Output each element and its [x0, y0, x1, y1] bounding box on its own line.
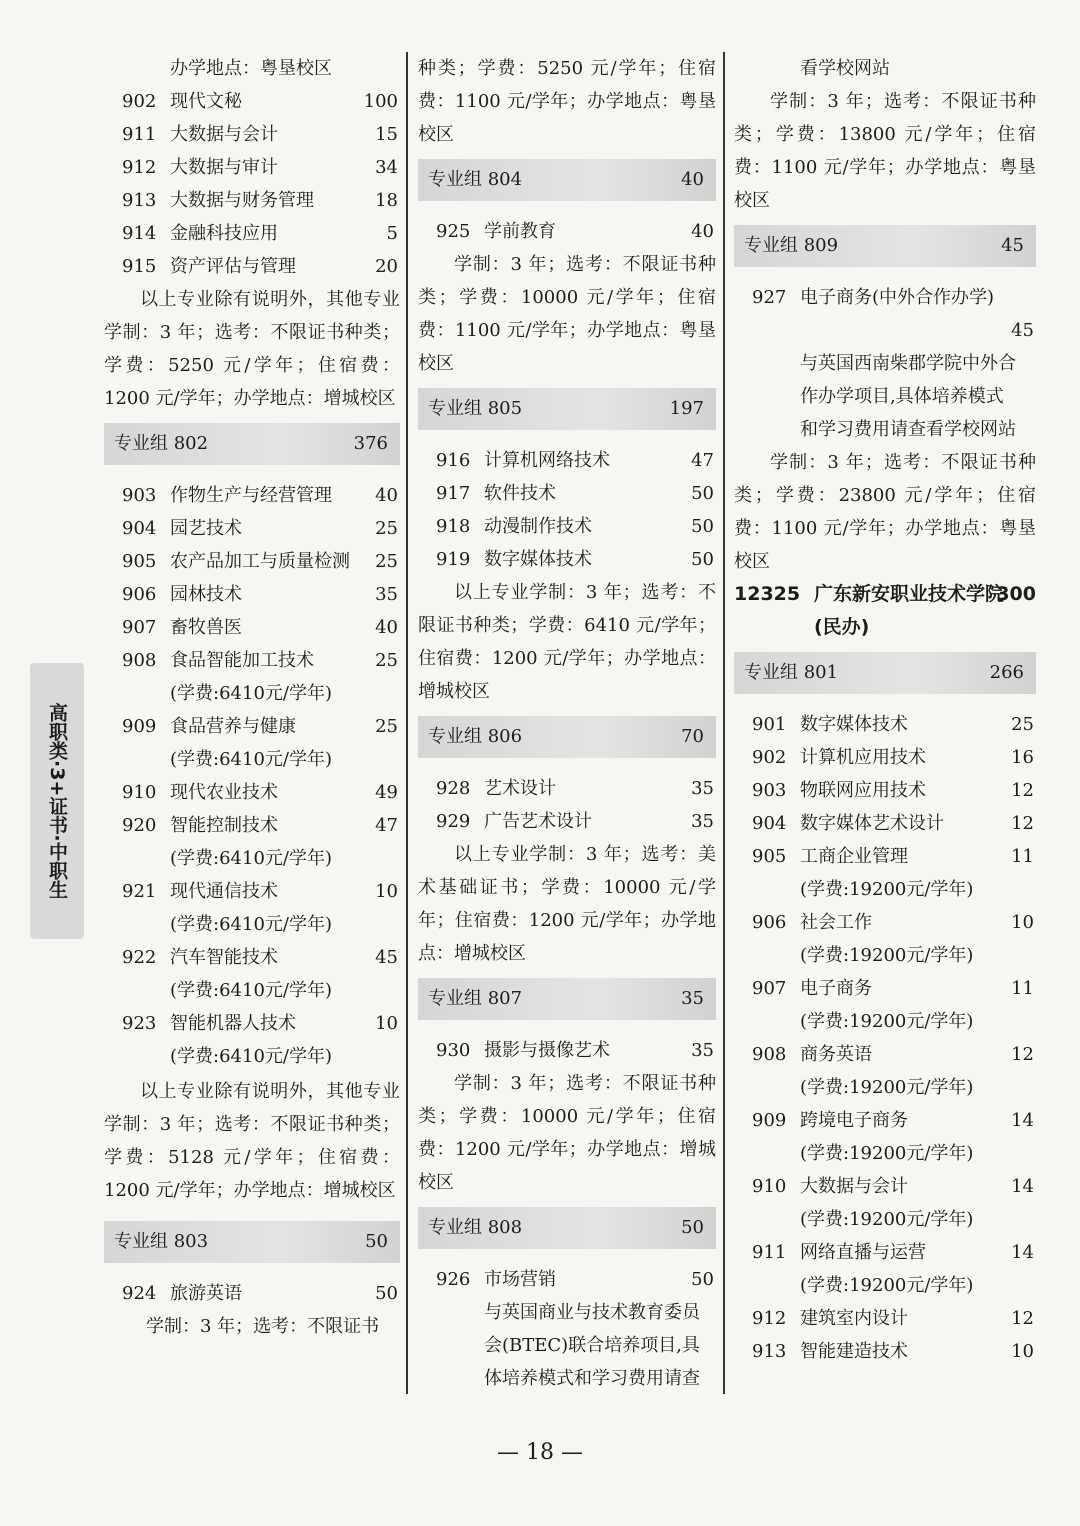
major-name: 大数据与会计: [800, 1176, 908, 1197]
major-row: [104, 941, 400, 974]
group-label: 专业组 804: [428, 169, 523, 190]
major-code: 907: [122, 617, 157, 638]
major-code: 911: [752, 1242, 787, 1263]
major-list-801: [734, 708, 1036, 1368]
group-header-803: [104, 1221, 400, 1263]
group-header-809: [734, 225, 1036, 267]
group-label: 专业组 803: [114, 1231, 209, 1252]
major-quota: 49: [375, 782, 398, 803]
major-note: 与英国商业与技术教育委员: [484, 1302, 700, 1323]
major-row: [418, 444, 716, 477]
column-divider-1: [406, 52, 408, 1394]
major-row: [734, 1038, 1036, 1071]
major-row: [734, 1170, 1036, 1203]
tuition-note: (学费:6410元/学年): [170, 914, 332, 935]
major-code: 903: [122, 485, 157, 506]
major-row: [104, 809, 400, 842]
note-paragraph: 学制：3 年；选考：不限证书种类；学费：10000 元/学年；住宿费：1200 元/学年；办学地点：增城校区: [418, 1073, 716, 1193]
group-quota: 197: [669, 398, 704, 419]
major-code: 919: [436, 549, 471, 570]
major-row: [734, 972, 1036, 1005]
tuition-note: (学费:6410元/学年): [170, 848, 332, 869]
major-row: [104, 578, 400, 611]
tuition-note: (学费:6410元/学年): [170, 1046, 332, 1067]
major-name: 数字媒体艺术设计: [800, 813, 944, 834]
major-row: [734, 1335, 1036, 1368]
major-name: 农产品加工与质量检测: [170, 551, 350, 572]
major-name: 计算机应用技术: [800, 747, 926, 768]
major-list-806: [418, 772, 716, 838]
tuition-note: (学费:19200元/学年): [800, 1143, 974, 1164]
major-note: 体培养模式和学习费用请查: [484, 1368, 700, 1389]
major-name: 园艺技术: [170, 518, 242, 539]
major-row: [418, 215, 716, 248]
tuition-note: (学费:19200元/学年): [800, 879, 974, 900]
major-code: 925: [436, 221, 471, 242]
major-code: 920: [122, 815, 157, 836]
major-quota: 25: [375, 518, 398, 539]
major-quota: 50: [691, 516, 714, 537]
major-row: [104, 479, 400, 512]
school-code: 12325: [734, 583, 801, 605]
major-code: 921: [122, 881, 157, 902]
note-text: 学制：3 年；选考：不限证书: [146, 1316, 380, 1337]
major-name: 市场营销: [484, 1269, 556, 1290]
major-code: 909: [752, 1110, 787, 1131]
major-code: 912: [122, 157, 157, 178]
major-quota: 50: [691, 549, 714, 570]
major-row: [418, 1263, 716, 1296]
major-row: [418, 543, 716, 576]
major-row: [418, 510, 716, 543]
note-paragraph: 学制：3 年；选考：不限证书种类；学费：23800 元/学年；住宿费：1100 元/学年；办学地点：粤垦校区: [734, 452, 1036, 572]
school-heading: [734, 578, 1036, 644]
major-name: 大数据与会计: [170, 124, 278, 145]
major-name: 软件技术: [484, 483, 556, 504]
major-quota: 25: [1011, 714, 1034, 735]
major-row: [104, 710, 400, 743]
tuition-note: (学费:6410元/学年): [170, 980, 332, 1001]
major-name: 现代通信技术: [170, 881, 278, 902]
note-paragraph: 以上专业除有说明外，其他专业学制：3 年；选考：不限证书种类；学费：5250 元/学年；住宿费：1200 元/学年；办学地点：增城校区: [104, 289, 400, 409]
major-row: [418, 477, 716, 510]
major-row: [104, 184, 400, 217]
column-1: [104, 52, 400, 1343]
note-paragraph: 种类；学费：5250 元/学年；住宿费：1100 元/学年；办学地点：粤垦校区: [418, 58, 716, 145]
major-code: 910: [752, 1176, 787, 1197]
major-quota: 45: [1011, 320, 1034, 341]
major-row: [104, 875, 400, 908]
major-quota: 11: [1011, 978, 1034, 999]
major-quota: 10: [375, 881, 398, 902]
group-label: 专业组 806: [428, 726, 523, 747]
major-code: 902: [752, 747, 787, 768]
major-name: 现代文秘: [170, 91, 242, 112]
major-quota: 50: [691, 483, 714, 504]
major-name: 摄影与摄像艺术: [484, 1040, 610, 1061]
group-header-802: [104, 423, 400, 465]
column-2: [418, 52, 716, 1395]
major-row: [734, 281, 1036, 314]
major-note: 和学习费用请查看学校网站: [800, 419, 1016, 440]
major-quota: 14: [1011, 1242, 1034, 1263]
tuition-note: (学费:19200元/学年): [800, 1209, 974, 1230]
tuition-note: (学费:19200元/学年): [800, 1077, 974, 1098]
major-quota: 12: [1011, 1044, 1034, 1065]
major-row: [104, 545, 400, 578]
major-code: 905: [752, 846, 787, 867]
group-quota: 40: [681, 169, 704, 190]
major-code: 928: [436, 778, 471, 799]
major-quota: 47: [691, 450, 714, 471]
group-label: 专业组 808: [428, 1217, 523, 1238]
group-quota: 376: [353, 433, 388, 454]
major-note: 会(BTEC)联合培养项目,具: [484, 1335, 700, 1356]
major-quota: 11: [1011, 846, 1034, 867]
major-quota: 20: [375, 256, 398, 277]
major-name: 智能建造技术: [800, 1341, 908, 1362]
major-quota-row: [734, 314, 1036, 347]
major-name: 建筑室内设计: [800, 1308, 908, 1329]
major-row: [104, 776, 400, 809]
major-quota: 10: [1011, 912, 1034, 933]
major-name: 数字媒体技术: [800, 714, 908, 735]
major-code: 924: [122, 1283, 157, 1304]
group-quota: 50: [681, 1217, 704, 1238]
lead-text: 办学地点：粤垦校区: [170, 58, 332, 79]
major-row: [104, 512, 400, 545]
major-code: 905: [122, 551, 157, 572]
major-row: [734, 906, 1036, 939]
major-row: [104, 1007, 400, 1040]
major-quota: 14: [1011, 1110, 1034, 1131]
major-name: 学前教育: [484, 221, 556, 242]
major-quota: 34: [375, 157, 398, 178]
major-code: 901: [752, 714, 787, 735]
major-quota: 12: [1011, 813, 1034, 834]
major-name: 电子商务(中外合作办学): [800, 287, 995, 308]
major-code: 916: [436, 450, 471, 471]
note-paragraph: 以上专业学制：3 年；选考：美术基础证书；学费：10000 元/学年；住宿费：1200 元/学年；办学地点：增城校区: [418, 844, 716, 964]
major-code: 913: [122, 190, 157, 211]
note-paragraph: 以上专业学制：3 年；选考：不限证书种类；学费：6410 元/学年；住宿费：1200 元/学年；办学地点：增城校区: [418, 582, 716, 702]
group-quota: 266: [989, 662, 1024, 683]
major-name: 数字媒体技术: [484, 549, 592, 570]
lead-text: 看学校网站: [800, 58, 890, 79]
group-header-801: [734, 652, 1036, 694]
major-name: 工商企业管理: [800, 846, 908, 867]
major-quota: 18: [375, 190, 398, 211]
column-divider-2: [723, 52, 725, 1394]
major-code: 909: [122, 716, 157, 737]
major-name: 智能控制技术: [170, 815, 278, 836]
tuition-note: (学费:19200元/学年): [800, 1275, 974, 1296]
major-row: [734, 708, 1036, 741]
major-name: 跨境电子商务: [800, 1110, 908, 1131]
major-quota: 12: [1011, 1308, 1034, 1329]
major-row: [734, 774, 1036, 807]
major-name: 汽车智能技术: [170, 947, 278, 968]
major-code: 918: [436, 516, 471, 537]
major-quota: 40: [375, 617, 398, 638]
major-quota: 10: [1011, 1341, 1034, 1362]
major-code: 929: [436, 811, 471, 832]
note-paragraph: 学制：3 年；选考：不限证书种类；学费：13800 元/学年；住宿费：1100 元/学年；办学地点：粤垦校区: [734, 91, 1036, 211]
major-quota: 5: [386, 223, 398, 244]
group-header-808: [418, 1207, 716, 1249]
major-code: 912: [752, 1308, 787, 1329]
major-name: 网络直播与运营: [800, 1242, 926, 1263]
major-name: 食品智能加工技术: [170, 650, 314, 671]
major-row: [734, 840, 1036, 873]
major-quota: 35: [691, 778, 714, 799]
major-quota: 100: [363, 91, 398, 112]
major-list-802: [104, 479, 400, 1073]
group-label: 专业组 809: [744, 235, 839, 256]
major-name: 物联网应用技术: [800, 780, 926, 801]
group-label: 专业组 802: [114, 433, 209, 454]
major-name: 智能机器人技术: [170, 1013, 296, 1034]
major-quota: 47: [375, 815, 398, 836]
major-row: [104, 118, 400, 151]
major-quota: 25: [375, 551, 398, 572]
major-quota: 16: [1011, 747, 1034, 768]
major-quota: 45: [375, 947, 398, 968]
group-quota: 35: [681, 988, 704, 1009]
group-header-806: [418, 716, 716, 758]
major-quota: 12: [1011, 780, 1034, 801]
major-code: 914: [122, 223, 157, 244]
major-name: 食品营养与健康: [170, 716, 296, 737]
major-quota: 14: [1011, 1176, 1034, 1197]
major-row: [104, 85, 400, 118]
major-code: 922: [122, 947, 157, 968]
major-code: 911: [122, 124, 157, 145]
major-row: [418, 772, 716, 805]
major-name: 现代农业技术: [170, 782, 278, 803]
group-quota: 70: [681, 726, 704, 747]
major-row: [104, 611, 400, 644]
group-header-805: [418, 388, 716, 430]
major-note: 作办学项目,具体培养模式: [800, 386, 1004, 407]
major-quota: 25: [375, 716, 398, 737]
major-code: 927: [752, 287, 787, 308]
major-code: 903: [752, 780, 787, 801]
major-quota: 35: [691, 811, 714, 832]
major-code: 902: [122, 91, 157, 112]
school-quota: 300: [996, 583, 1036, 605]
major-name: 园林技术: [170, 584, 242, 605]
major-code: 910: [122, 782, 157, 803]
group-header-807: [418, 978, 716, 1020]
major-note: 与英国西南柴郡学院中外合: [800, 353, 1016, 374]
school-name: 广东新安职业技术学院: [814, 583, 1005, 605]
group-label: 专业组 807: [428, 988, 523, 1009]
major-row: [734, 1302, 1036, 1335]
group-label: 专业组 805: [428, 398, 523, 419]
major-row: [734, 1236, 1036, 1269]
major-name: 畜牧兽医: [170, 617, 242, 638]
major-code: 930: [436, 1040, 471, 1061]
major-code: 917: [436, 483, 471, 504]
major-quota: 10: [375, 1013, 398, 1034]
major-name: 艺术设计: [484, 778, 556, 799]
major-row: [104, 151, 400, 184]
major-name: 计算机网络技术: [484, 450, 610, 471]
major-name: 商务英语: [800, 1044, 872, 1065]
major-code: 926: [436, 1269, 471, 1290]
major-name: 大数据与审计: [170, 157, 278, 178]
major-row: [104, 1277, 400, 1310]
major-list-805: [418, 444, 716, 576]
tuition-note: (学费:19200元/学年): [800, 1011, 974, 1032]
major-name: 资产评估与管理: [170, 256, 296, 277]
major-row: [104, 250, 400, 283]
school-type: (民办): [814, 616, 870, 638]
note-paragraph: 以上专业除有说明外，其他专业学制：3 年；选考：不限证书种类；学费：5128 元/学年；住宿费：1200 元/学年；办学地点：增城校区: [104, 1081, 400, 1201]
major-row: [734, 1104, 1036, 1137]
major-row: [104, 644, 400, 677]
major-quota: 40: [375, 485, 398, 506]
major-quota: 35: [691, 1040, 714, 1061]
group-quota: 45: [1001, 235, 1024, 256]
major-quota: 35: [375, 584, 398, 605]
major-code: 913: [752, 1341, 787, 1362]
tuition-note: (学费:19200元/学年): [800, 945, 974, 966]
group-quota: 50: [365, 1231, 388, 1252]
major-row: [104, 217, 400, 250]
major-quota: 40: [691, 221, 714, 242]
major-row: [418, 805, 716, 838]
major-name: 作物生产与经营管理: [170, 485, 332, 506]
major-code: 906: [122, 584, 157, 605]
major-row: [418, 1034, 716, 1067]
page-number: — 18 —: [497, 1440, 583, 1465]
major-quota: 15: [375, 124, 398, 145]
column-3: [734, 52, 1036, 1368]
major-name: 旅游英语: [170, 1283, 242, 1304]
major-code: 907: [752, 978, 787, 999]
note-paragraph: 学制：3 年；选考：不限证书种类；学费：10000 元/学年；住宿费：1100 元/学年；办学地点：粤垦校区: [418, 254, 716, 374]
major-name: 社会工作: [800, 912, 872, 933]
major-name: 大数据与财务管理: [170, 190, 314, 211]
group-label: 专业组 801: [744, 662, 839, 683]
major-code: 908: [122, 650, 157, 671]
major-name: 广告艺术设计: [484, 811, 592, 832]
major-quota: 50: [375, 1283, 398, 1304]
major-code: 906: [752, 912, 787, 933]
major-row: [734, 741, 1036, 774]
tuition-note: (学费:6410元/学年): [170, 749, 332, 770]
major-name: 电子商务: [800, 978, 872, 999]
group-header-804: [418, 159, 716, 201]
major-code: 904: [752, 813, 787, 834]
side-tab: 高职类·3+证书·中职生: [30, 663, 84, 939]
major-quota: 25: [375, 650, 398, 671]
major-code: 923: [122, 1013, 157, 1034]
major-code: 915: [122, 256, 157, 277]
major-row: [734, 807, 1036, 840]
tuition-note: (学费:6410元/学年): [170, 683, 332, 704]
major-list: [104, 85, 400, 283]
major-code: 908: [752, 1044, 787, 1065]
major-name: 动漫制作技术: [484, 516, 592, 537]
major-code: 904: [122, 518, 157, 539]
major-quota: 50: [691, 1269, 714, 1290]
major-name: 金融科技应用: [170, 223, 278, 244]
